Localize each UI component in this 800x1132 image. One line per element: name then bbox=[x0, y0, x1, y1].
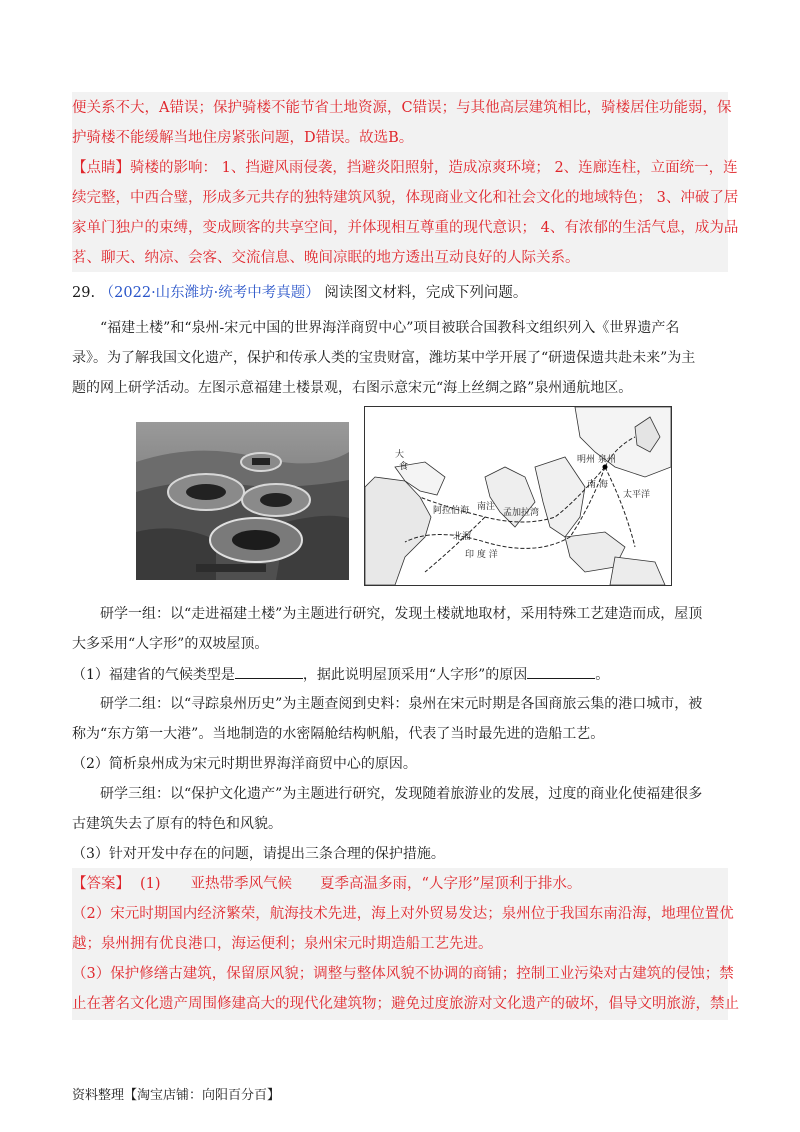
question-number: 29. bbox=[72, 285, 96, 301]
map-label-indian-ocean: 印 度 洋 bbox=[465, 550, 498, 560]
group3-line-1: 研学三组：以“保护文化遗产”为主题进行研究，发现随着旅游业的发展，过度的商业化使福建很多 bbox=[100, 786, 703, 802]
answer-line-3: 越；泉州拥有优良港口，海运便利；泉州宋元时期造船工艺先进。 bbox=[72, 936, 493, 952]
map-label-bengal: 孟加拉湾 bbox=[503, 508, 540, 518]
sub-question-3: （3）针对开发中存在的问题，请提出三条合理的保护措施。 bbox=[72, 846, 445, 862]
group2-line-2: 称为“东方第一大港”。当地制造的水密隔舱结构帆船，代表了当时最先进的造船工艺。 bbox=[72, 726, 605, 742]
sub-question-1: （1）福建省的气候类型是 ，据此说明屋顶采用“人字形”的原因 。 bbox=[72, 664, 609, 685]
map-label-dashi-2: 食 bbox=[399, 462, 409, 472]
sub-question-2: （2）简析泉州成为宋元时期世界海洋商贸中心的原因。 bbox=[72, 756, 417, 772]
map-label-beiliu: 北溜 bbox=[453, 532, 472, 542]
map-label-pacific: 太平洋 bbox=[623, 490, 651, 500]
group1-line-1: 研学一组：以“走进福建土楼”为主题进行研究，发现土楼就地取材，采用特殊工艺建造而成，屋顶 bbox=[100, 606, 703, 622]
comment-line-4: 茗、聊天、纳凉、会客、交流信息、晚间凉眠的地方透出互动良好的人际关系。 bbox=[72, 250, 580, 266]
answer-blank-2[interactable] bbox=[527, 664, 595, 679]
question-source: （2022·山东潍坊·统考中考真题） bbox=[99, 285, 320, 301]
explanation-line-1: 便关系不大，A错误；保护骑楼不能节省土地资源，C错误；与其他高层建筑相比，骑楼居住功能弱，保 bbox=[72, 100, 732, 116]
maritime-silk-road-map bbox=[364, 406, 672, 586]
answer-line-5: 止在著名文化遗产周围修建高大的现代化建筑物；避免过度旅游对文化遗产的破坏，倡导文明旅游，禁止 bbox=[72, 996, 739, 1012]
comment-line-1: 【点睛】骑楼的影响： 1、挡避风雨侵袭，挡避炎阳照射，造成凉爽环境； 2、连廊连柱，立面统一，连 bbox=[72, 160, 738, 176]
question-prompt: 阅读图文材料，完成下列问题。 bbox=[324, 285, 528, 301]
footer-text: 资料整理【淘宝店铺：向阳百分百】 bbox=[72, 1088, 281, 1103]
answer-line-2: （2）宋元时期国内经济繁荣，航海技术先进，海上对外贸易发达；泉州位于我国东南沿海，地理位置优 bbox=[72, 906, 734, 922]
explanation-line-2: 护骑楼不能缓解当地住房紧张问题，D错误。故选B。 bbox=[72, 130, 414, 146]
group3-line-2: 古建筑失去了原有的特色和风貌。 bbox=[72, 816, 282, 832]
map-label-south-china-sea: 南 海 bbox=[587, 480, 608, 490]
comment-line-2: 续完整，中西合璧，形成多元共存的独特建筑风貌，体现商业文化和社会文化的地域特色； 3、冲破了居 bbox=[72, 190, 739, 206]
answer-blank-1[interactable] bbox=[235, 664, 303, 679]
map-label-south-india: 南注 bbox=[477, 502, 496, 512]
passage-line-2: 录》。为了解我国文化遗产，保护和传承人类的宝贵财富，潍坊某中学开展了“研遗保遗共赴未来”为主 bbox=[72, 350, 696, 366]
map-label-arabian-sea: 阿拉伯海 bbox=[433, 506, 470, 516]
map-label-dashi: 大 bbox=[395, 450, 405, 460]
explanation-box bbox=[72, 92, 728, 272]
passage-line-3: 题的网上研学活动。左图示意福建土楼景观，右图示意宋元“海上丝绸之路”泉州通航地区。 bbox=[72, 380, 633, 396]
answer-line-1: 【答案】 (1) 亚热带季风气候 夏季高温多雨，“人字形”屋顶利于排水。 bbox=[72, 876, 582, 892]
question-header bbox=[72, 283, 527, 303]
answer-line-4: （3）保护修缮古建筑，保留原风貌；调整与整体风貌不协调的商铺；控制工业污染对古建筑的侵蚀；禁 bbox=[72, 966, 734, 982]
group2-line-1: 研学二组：以“寻踪泉州历史”为主题查阅到史料：泉州在宋元时期是各国商旅云集的港口城市，被 bbox=[100, 696, 703, 712]
group1-line-2: 大多采用“人字形”的双坡屋顶。 bbox=[72, 636, 269, 652]
passage-line-1: “福建土楼”和“泉州-宋元中国的世界海洋商贸中心”项目被联合国教科文组织列入《世界遗产名 bbox=[100, 320, 680, 336]
map-label-quanzhou: 明州 泉州 bbox=[577, 455, 616, 465]
comment-line-3: 家单门独户的束缚，变成顾客的共享空间，并体现相互尊重的现代意识； 4、有浓郁的生活气息，成为品 bbox=[72, 220, 739, 236]
tulou-photo bbox=[136, 422, 349, 580]
